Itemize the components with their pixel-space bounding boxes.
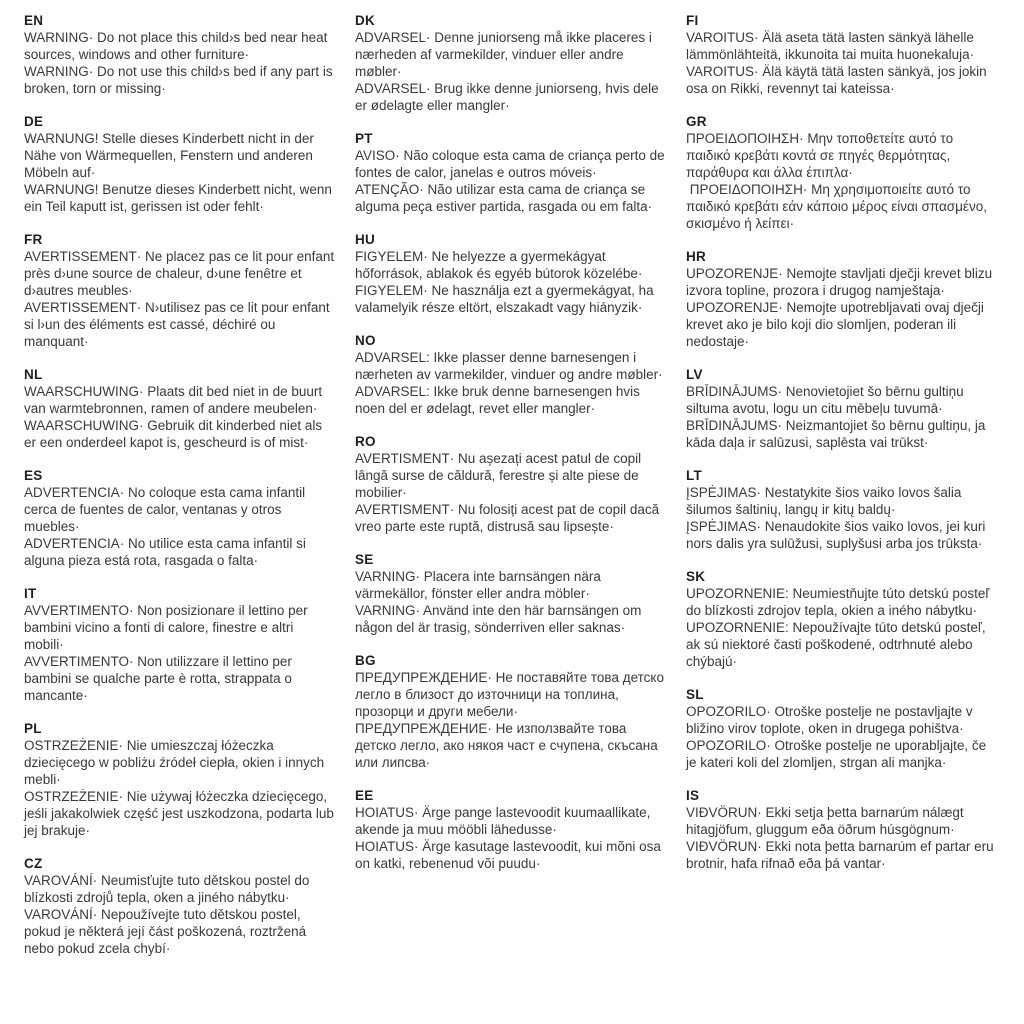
lang-section-ro (355, 433, 667, 535)
warning-text: AVVERTIMENTO· Non posizionare il lettino per bambini vicino a fonti di calore, finestre e altri mobili· (24, 603, 308, 652)
lang-section-is (686, 787, 998, 872)
column-2 (355, 12, 667, 888)
lang-section-gr (686, 113, 998, 232)
warning-text: WARNING· Do not use this child›s bed if any part is broken, torn or missing· (24, 64, 333, 96)
warning-text: WAARSCHUWING· Gebruik dit kinderbed niet als er een onderdeel kapot is, gescheurd is of mist· (24, 418, 323, 450)
warning-text: ADVARSEL: Ikke plasser denne barnesengen i nærheten av varmekilder, vinduer og andre møbler· (355, 350, 663, 382)
warning-text: VAROITUS· Älä käytä tätä lasten sänkyä, jos jokin osa on Rikki, revennyt tai kateissa· (686, 64, 987, 96)
warning-text: HOIATUS· Ärge kasutage lastevoodit, kui mõni osa on katki, rebenenud või puudu· (355, 839, 661, 871)
warning-text: ĮSPĖJIMAS· Nestatykite šios vaiko lovos šalia šilumos šaltinių, langų ir kitų baldų· (686, 485, 962, 517)
lang-section-se (355, 551, 667, 636)
lang-section-ee (355, 787, 667, 872)
lang-section-bg (355, 652, 667, 771)
warning-text: WARNING· Do not place this child›s bed near heat sources, windows and other furniture· (24, 30, 328, 62)
warning-text: OSTRZEŻENIE· Nie używaj łóżeczka dziecięcego, jeśli jakakolwiek część jest uszkodzona, podarta lub jej brakuje· (24, 789, 334, 838)
lang-code-es: ES (24, 468, 43, 483)
warning-text: ΠΡΟΕΙΔΟΠΟΙΗΣΗ· Μη χρησιμοποιείτε αυτό το παιδικό κρεβάτι εάν κάποιο μέρος είναι σπασμένο, σκισμένο ή λείπει· (686, 182, 987, 231)
warning-text: VAROVÁNÍ· Neumisťujte tuto dětskou postel do blízkosti zdrojů tepla, oken a jiného nábytku· (24, 873, 310, 905)
warning-text: BRĪDINĀJUMS· Neizmantojiet šo bērnu gultiņu, ja kāda daļa ir salūzusi, saplēsta vai trūkst· (686, 418, 986, 450)
lang-section-en (24, 12, 336, 97)
warning-text: VARNING· Använd inte den här barnsängen om någon del är trasig, sönderriven eller saknas· (355, 603, 642, 635)
lang-section-sk (686, 568, 998, 670)
warning-text: ĮSPĖJIMAS· Nenaudokite šios vaiko lovos, jei kuri nors dalis yra sulūžusi, suplyšusi arba jos trūksta· (686, 519, 986, 551)
lang-section-lt (686, 467, 998, 552)
warning-text: VARNING· Placera inte barnsängen nära värmekällor, fönster eller andra möbler· (355, 569, 601, 601)
lang-code-is: IS (686, 788, 700, 803)
lang-code-de: DE (24, 114, 44, 129)
warning-text: OPOZORILO· Otroške postelje ne uporabljajte, če je kateri koli del zlomljen, strgan ali manjka· (686, 738, 987, 770)
warning-text: UPOZORENJE· Nemojte upotrebljavati ovaj dječji krevet ako je bilo koji dio slomljen, poderan ili nedostaje· (686, 300, 984, 349)
warning-text: WARNUNG! Benutze dieses Kinderbett nicht, wenn ein Teil kaputt ist, gerissen ist oder fehlt· (24, 182, 332, 214)
warning-text: VAROITUS· Älä aseta tätä lasten sänkyä lähelle lämmönlähteitä, ikkunoita tai muita huonekaluja· (686, 30, 975, 62)
lang-section-pl (24, 720, 336, 839)
warning-text: ПРЕДУПРЕЖДЕНИЕ· Не поставяйте това детско легло в близост до източници на топлина, прозорци и други мебели· (355, 670, 664, 719)
warning-text: ADVERTENCIA· No coloque esta cama infantil cerca de fuentes de calor, ventanas y otros muebles· (24, 485, 306, 534)
lang-section-hr (686, 248, 998, 350)
warning-text: VIÐVÖRUN· Ekki nota þetta barnarúm ef partar eru brotnir, hafa rifnað eða þá vantar· (686, 839, 994, 871)
warning-text: AVVERTIMENTO· Non utilizzare il lettino per bambini se qualche parte è rotta, strappata o mancante· (24, 654, 292, 703)
warning-text: AVISO· Não coloque esta cama de criança perto de fontes de calor, janelas e outros móveis· (355, 148, 665, 180)
lang-code-se: SE (355, 552, 374, 567)
lang-section-it (24, 585, 336, 704)
warning-text: UPOZORENJE· Nemojte stavljati dječji krevet blizu izvora topline, prozora i drugog namještaja· (686, 266, 993, 298)
lang-section-nl (24, 366, 336, 451)
warning-text: ADVARSEL· Brug ikke denne juniorseng, hvis dele er ødelagte eller mangler· (355, 81, 659, 113)
lang-code-no: NO (355, 333, 376, 348)
warning-text: ADVARSEL· Denne juniorseng må ikke placeres i nærheden af varmekilder, vinduer eller andre møbler· (355, 30, 652, 79)
lang-section-es (24, 467, 336, 569)
lang-section-fr (24, 231, 336, 350)
warning-text: FIGYELEM· Ne használja ezt a gyermekágyat, ha valamelyik része eltört, elszakadt vagy hiányzik· (355, 283, 654, 315)
lang-section-dk (355, 12, 667, 114)
column-1 (24, 12, 336, 973)
warning-text: AVERTISSEMENT· Ne placez pas ce lit pour enfant près d›une source de chaleur, d›une fenêtre et d›autres meubles· (24, 249, 335, 298)
lang-section-lv (686, 366, 998, 451)
lang-section-hu (355, 231, 667, 316)
lang-code-hr: HR (686, 249, 706, 264)
warning-text: VAROVÁNÍ· Nepoužívejte tuto dětskou postel, pokud je některá její část poškozená, roztržená nebo pokud zcela chybí· (24, 907, 307, 956)
warning-text: VIÐVÖRUN· Ekki setja þetta barnarúm nálægt hitagjöfum, gluggum eða öðrum húsgögnum· (686, 805, 964, 837)
warning-text: FIGYELEM· Ne helyezze a gyermekágyat hőforrások, ablakok és egyéb bútorok közelébe· (355, 249, 643, 281)
warning-text: ADVERTENCIA· No utilice esta cama infantil si alguna pieza está rota, rasgada o falta· (24, 536, 306, 568)
lang-code-nl: NL (24, 367, 43, 382)
warning-columns (24, 12, 1016, 973)
lang-code-lv: LV (686, 367, 703, 382)
warning-text: BRĪDINĀJUMS· Nenovietojiet šo bērnu gultiņu siltuma avotu, logu un citu mēbeļu tuvumā· (686, 384, 964, 416)
lang-code-cz: CZ (24, 856, 43, 871)
lang-code-fr: FR (24, 232, 43, 247)
warning-text: AVERTISMENT· Nu așezați acest patul de copil lângă surse de căldură, ferestre și alte piese de mobilier· (355, 451, 642, 500)
lang-code-it: IT (24, 586, 37, 601)
warning-text: HOIATUS· Ärge pange lastevoodit kuumaallikate, akende ja muu mööbli lähedusse· (355, 805, 651, 837)
warning-text: ΠΡΟΕΙΔΟΠΟΙΗΣΗ· Μην τοποθετείτε αυτό το παιδικό κρεβάτι κοντά σε πηγές θερμότητας, παράθυρα και άλλα έπιπλα· (686, 131, 954, 180)
warning-text: WARNUNG! Stelle dieses Kinderbett nicht in der Nähe von Wärmequellen, Fenstern und anderen Möbeln auf· (24, 131, 314, 180)
lang-section-no (355, 332, 667, 417)
lang-code-sl: SL (686, 687, 704, 702)
lang-code-sk: SK (686, 569, 706, 584)
lang-code-fi: FI (686, 13, 699, 28)
lang-code-gr: GR (686, 114, 707, 129)
lang-code-pt: PT (355, 131, 373, 146)
lang-section-de (24, 113, 336, 215)
warning-text: AVERTISSEMENT· N›utilisez pas ce lit pour enfant si l›un des éléments est cassé, déchiré ou manquant· (24, 300, 330, 349)
warning-text: UPOZORNENIE: Neumiestňujte túto detskú posteľ do blízkosti zdrojov tepla, okien a iného nábytku· (686, 586, 990, 618)
warning-text: WAARSCHUWING· Plaats dit bed niet in de buurt van warmtebronnen, ramen of andere meubelen· (24, 384, 323, 416)
warning-text: ATENÇÃO· Não utilizar esta cama de criança se alguma peça estiver partida, rasgada ou em falta· (355, 182, 653, 214)
lang-section-pt (355, 130, 667, 215)
warning-text: UPOZORNENIE: Nepoužívajte túto detskú posteľ, ak sú niektoré časti poškodené, odtrhnuté alebo chýbajú· (686, 620, 986, 669)
lang-code-ee: EE (355, 788, 374, 803)
warning-text: AVERTISMENT· Nu folosiți acest pat de copil dacă vreo parte este ruptă, distrusă sau lipsește· (355, 502, 660, 534)
lang-code-lt: LT (686, 468, 702, 483)
lang-code-ro: RO (355, 434, 376, 449)
lang-code-dk: DK (355, 13, 375, 28)
lang-section-sl (686, 686, 998, 771)
lang-code-hu: HU (355, 232, 375, 247)
lang-code-bg: BG (355, 653, 376, 668)
warning-text: ADVARSEL: Ikke bruk denne barnesengen hvis noen del er ødelagt, revet eller mangler· (355, 384, 640, 416)
lang-section-fi (686, 12, 998, 97)
lang-code-pl: PL (24, 721, 42, 736)
lang-section-cz (24, 855, 336, 957)
column-3 (686, 12, 998, 888)
warning-text: OPOZORILO· Otroške postelje ne postavljajte v bližino virov toplote, oken in drugega pohištva· (686, 704, 973, 736)
warning-text: ПРЕДУПРЕЖДЕНИЕ· Не използвайте това детско легло, ако някоя част е счупена, скъсана или липсва· (355, 721, 658, 770)
lang-code-en: EN (24, 13, 44, 28)
warning-text: OSTRZEŻENIE· Nie umieszczaj łóżeczka dziecięcego w pobliżu źródeł ciepła, okien i innych mebli· (24, 738, 325, 787)
